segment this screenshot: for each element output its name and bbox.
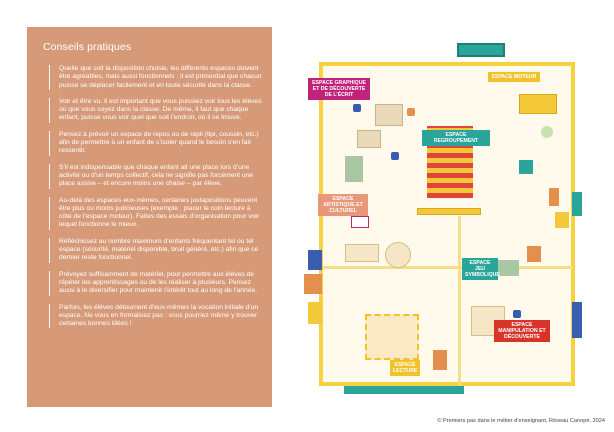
tip-item	[43, 271, 262, 296]
partition-horizontal	[323, 266, 573, 269]
zone-label-graphique: ESPACE GRAPHIQUE ET DE DÉCOUVERTE DE L’ÉCRIT	[308, 78, 370, 100]
table-graphique	[375, 104, 403, 126]
tip-text: Au-delà des espaces eux-mêmes, certaines juxtapositions peuvent être plus ou moins judicieuses (exemple : placer le coin lecture à côté de l’espace moteur). Faites des essais d’organisation pour voir lequel fonctionne le mieux.	[59, 196, 259, 229]
chair-orange-1	[407, 108, 415, 116]
ball-moteur	[541, 126, 553, 138]
tip-text: Pensez à prévoir un espace de repos ou de repli (tipi, coussin, etc.) afin de permettre à un enfant de s’isoler quand le besoin s’en fait ressentir.	[59, 130, 259, 155]
window-bench-top	[457, 43, 505, 57]
tip-rule	[49, 197, 50, 230]
chair-blue-2	[391, 152, 399, 160]
tip-rule	[49, 65, 50, 90]
shelf-left-1	[308, 250, 322, 270]
tip-rule	[49, 164, 50, 189]
shelf-right-1	[572, 192, 582, 216]
conseils-panel	[27, 27, 272, 407]
zone-label-manipulation: ESPACE MANIPULATION ET DÉCOUVERTE	[494, 320, 550, 342]
tip-item	[43, 238, 262, 263]
tip-text: Réfléchissez au nombre maximum d’enfants fréquentant tel ou tel espace (sécurité, matériel disponible, bruit généré, etc.) afin que ce dernier reste fonctionnel.	[59, 237, 259, 262]
tip-text: Voir et être vu. Il est important que vous puissiez voir tous les élèves où que vous soyez dans la classe. De même, il faut que chaque enfant, puisse vous voir quel que soit l’endroit, où il se trouve.	[59, 97, 262, 122]
mat-moteur	[519, 94, 557, 114]
chair-manip-1	[513, 310, 521, 318]
desk-top	[345, 156, 363, 182]
tip-item	[43, 164, 262, 189]
tip-text: Prévoyez suffisamment de matériel, pour permettre aux élèves de répéter les apprentissages ou de les réaliser à plusieurs. Pensez aussi à le diversifier pour maintenir l’intérêt tout au long de l’année.	[59, 270, 258, 295]
bookshelf-bottom	[344, 386, 464, 394]
cushion-lecture	[433, 350, 447, 370]
slide-moteur	[549, 188, 559, 206]
table-round	[385, 242, 411, 268]
carpet-lecture	[365, 314, 419, 360]
easel-artistique	[351, 216, 369, 228]
shelf-right-2	[572, 302, 582, 338]
zone-label-regroupement: ESPACE REGROUPEMENT	[422, 130, 490, 146]
kitchen-unit	[527, 246, 541, 262]
panel-title: Conseils pratiques	[43, 41, 132, 53]
zone-label-artistique: ESPACE ARTISTIQUE ET CULTUREL	[318, 194, 368, 216]
shelf-moteur	[555, 212, 569, 228]
tip-text: Quelle que soit la disposition choisie, les différents espaces doivent être agréables, mais aussi fonctionnels : il est primordial que chacun puisse se déplacer facilement et en toute sécurité dans la classe.	[59, 65, 262, 89]
tip-item	[43, 98, 262, 123]
tip-rule	[49, 304, 50, 329]
tip-text: Parfois, les élèves détournent d’eux-mêmes la vocation initiale d’un espace. Ne vous en formalisez pas : vous pourriez même y trouver certaines bonnes idées !	[59, 303, 259, 328]
tip-text: S’il est indispensable que chaque enfant ait une place lors d’une activité ou d’un temps collectif, cela ne signifie pas forcément une place assise – et encore moins une chaise – par élève.	[59, 163, 254, 188]
zone-label-lecture: ESPACE LECTURE	[390, 360, 420, 376]
partition-vertical	[458, 216, 461, 386]
table-artistique	[345, 244, 379, 262]
zone-label-jeu: ESPACE JEU SYMBOLIQUE	[462, 258, 498, 280]
table-graphique-2	[357, 130, 381, 148]
bench-regroupement	[417, 208, 481, 215]
tip-rule	[49, 131, 50, 156]
tip-item	[43, 197, 262, 230]
shelf-left-3	[308, 302, 322, 324]
tips-list	[43, 65, 262, 328]
tip-item	[43, 131, 262, 156]
credit-caption: © Premiers pas dans le métier d’enseignant, Réseau Canopé, 2024	[437, 418, 605, 424]
chair-blue-1	[353, 104, 361, 112]
tip-rule	[49, 238, 50, 263]
shelf-left-2	[304, 274, 322, 294]
classroom-floor-plan	[300, 40, 590, 400]
tip-item	[43, 65, 262, 90]
zone-label-moteur: ESPACE MOTEUR	[488, 72, 540, 82]
tip-item	[43, 304, 262, 329]
tip-rule	[49, 271, 50, 296]
cubes-moteur	[519, 160, 533, 174]
tip-rule	[49, 98, 50, 123]
